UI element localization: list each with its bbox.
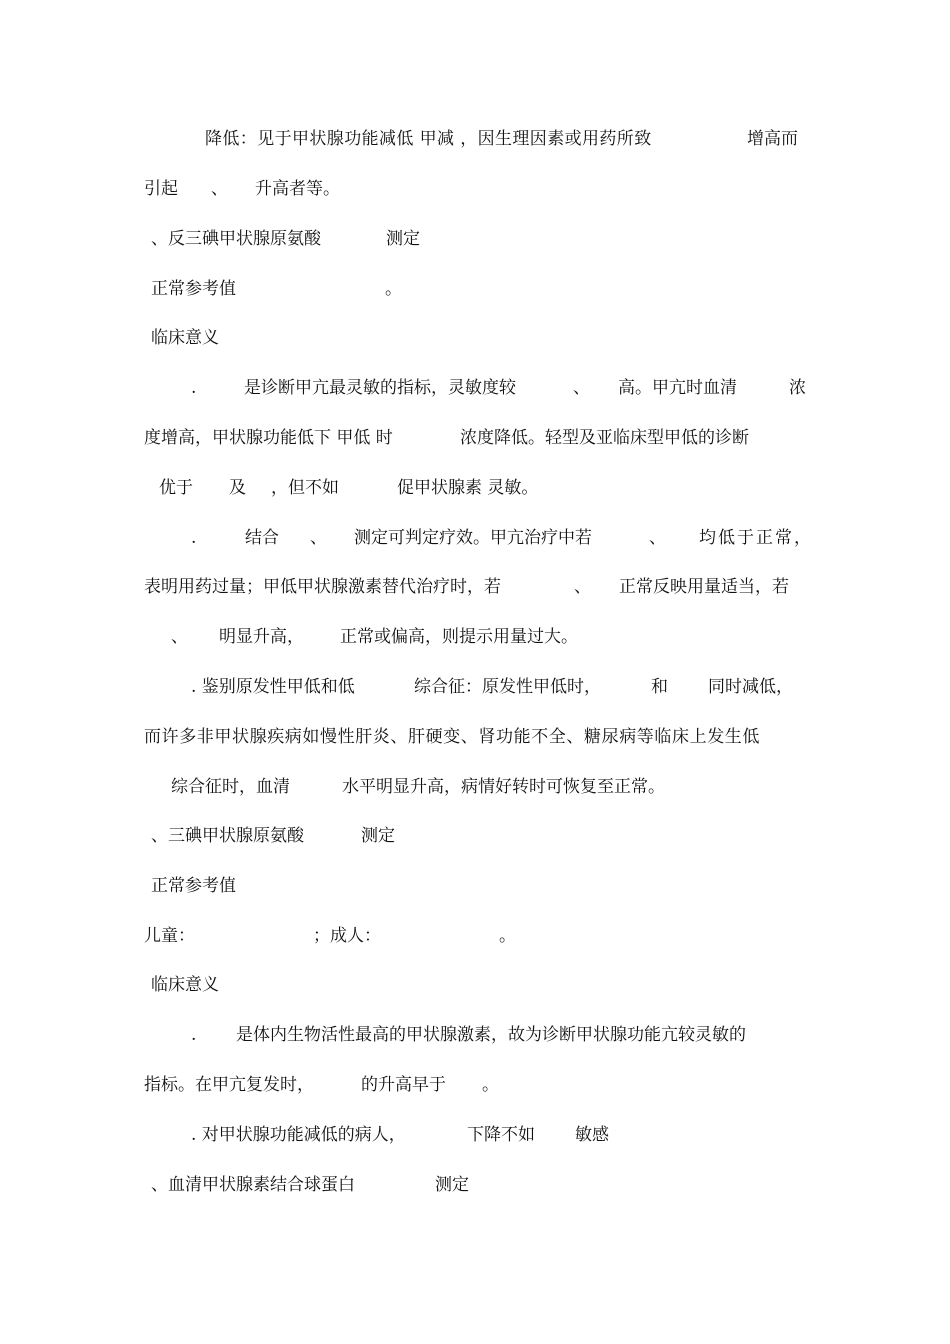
text-segment: 而许多非甲状腺疾病如慢性肝炎、肝硬变、肾功能不全、糖尿病等临床上发生低 xyxy=(144,727,760,747)
section-heading xyxy=(0,1172,950,1198)
text-segment: 浓 xyxy=(789,378,806,398)
text-segment: 结合 xyxy=(245,528,279,548)
section-heading xyxy=(0,823,950,849)
subheading xyxy=(0,972,950,998)
text-segment: 正常参考值 xyxy=(151,279,236,299)
text-segment: 表明用药过量；甲低甲状腺激素替代治疗时，若 xyxy=(144,577,501,597)
text-line xyxy=(0,126,950,152)
text-segment: 正常或偏高，则提示用量过大。 xyxy=(340,627,578,647)
text-segment: 临床意义 xyxy=(151,975,219,995)
text-segment: 测定 xyxy=(361,826,395,846)
text-segment: 下降不如 xyxy=(467,1125,535,1145)
text-segment: 及 xyxy=(229,478,246,498)
text-line xyxy=(0,774,950,800)
text-segment: . xyxy=(191,378,197,398)
text-segment: 临床意义 xyxy=(151,328,219,348)
text-line xyxy=(0,574,950,600)
text-segment: 浓度降低。轻型及亚临床型甲低的诊断 xyxy=(460,428,749,448)
text-segment: 。 xyxy=(499,926,516,946)
text-segment: 明显升高， xyxy=(219,627,304,647)
text-segment: 、 xyxy=(573,378,590,398)
text-line xyxy=(0,375,950,401)
text-segment: 儿童： xyxy=(144,926,195,946)
text-segment: 正常参考值 xyxy=(151,876,236,896)
text-segment: 、三碘甲状腺原氨酸 xyxy=(151,826,304,846)
text-segment: 、血清甲状腺素结合球蛋白 xyxy=(151,1175,355,1195)
text-segment: 、 xyxy=(310,528,327,548)
text-line xyxy=(0,923,950,949)
text-segment: . 鉴别原发性甲低和低 xyxy=(191,677,355,697)
text-segment: 促甲状腺素 灵敏。 xyxy=(397,478,539,498)
text-segment: 、 xyxy=(211,179,228,199)
text-line xyxy=(0,176,950,202)
text-segment: 是诊断甲亢最灵敏的指标，灵敏度较 xyxy=(244,378,516,398)
text-segment: 综合征：原发性甲低时， xyxy=(414,677,601,697)
text-segment: 高。甲亢时血清 xyxy=(618,378,737,398)
text-segment: . 对甲状腺功能减低的病人， xyxy=(191,1125,406,1145)
text-segment: 降低：见于甲状腺功能减低 甲减 ，因生理因素或用药所致 xyxy=(205,129,652,149)
text-segment: . xyxy=(191,1025,197,1045)
text-segment: 度增高，甲状腺功能低下 甲低 时 xyxy=(144,428,393,448)
text-segment: 的升高早于 xyxy=(361,1075,446,1095)
text-line xyxy=(0,1122,950,1148)
subheading xyxy=(0,325,950,351)
text-segment: 升高者等。 xyxy=(255,179,340,199)
text-line xyxy=(0,724,950,750)
text-segment: 是体内生物活性最高的甲状腺激素，故为诊断甲状腺功能亢较灵敏的 xyxy=(236,1025,746,1045)
text-line xyxy=(0,1072,950,1098)
text-line xyxy=(0,425,950,451)
text-segment: 引起 xyxy=(144,179,178,199)
text-line xyxy=(0,873,950,899)
text-line xyxy=(0,525,950,551)
text-segment: 均低于正常， xyxy=(699,528,813,548)
text-segment: 水平明显升高，病情好转时可恢复至正常。 xyxy=(342,777,665,797)
section-heading xyxy=(0,226,950,252)
text-line xyxy=(0,276,950,302)
text-line xyxy=(0,1022,950,1048)
text-segment: 和 xyxy=(651,677,668,697)
text-segment: 敏感 xyxy=(575,1125,609,1145)
text-segment: 测定 xyxy=(386,229,420,249)
text-segment: 。 xyxy=(482,1075,499,1095)
text-segment: 、 xyxy=(649,528,666,548)
text-segment: 、 xyxy=(171,627,188,647)
text-segment: 综合征时，血清 xyxy=(171,777,290,797)
text-segment: 测定 xyxy=(435,1175,469,1195)
text-segment: 增高而 xyxy=(747,129,798,149)
text-segment: 优于 xyxy=(159,478,193,498)
text-segment: ，但不如 xyxy=(271,478,339,498)
text-segment: 。 xyxy=(385,279,402,299)
text-segment: . xyxy=(191,528,197,548)
text-segment: 指标。在甲亢复发时， xyxy=(144,1075,314,1095)
text-segment: ；成人： xyxy=(313,926,381,946)
text-segment: 同时减低， xyxy=(708,677,793,697)
text-line xyxy=(0,475,950,501)
text-line xyxy=(0,674,950,700)
text-segment: 、反三碘甲状腺原氨酸 xyxy=(151,229,321,249)
text-line xyxy=(0,624,950,650)
text-segment: 正常反映用量适当，若 xyxy=(619,577,789,597)
text-segment: 测定可判定疗效。甲亢治疗中若 xyxy=(354,528,592,548)
text-segment: 、 xyxy=(574,577,591,597)
